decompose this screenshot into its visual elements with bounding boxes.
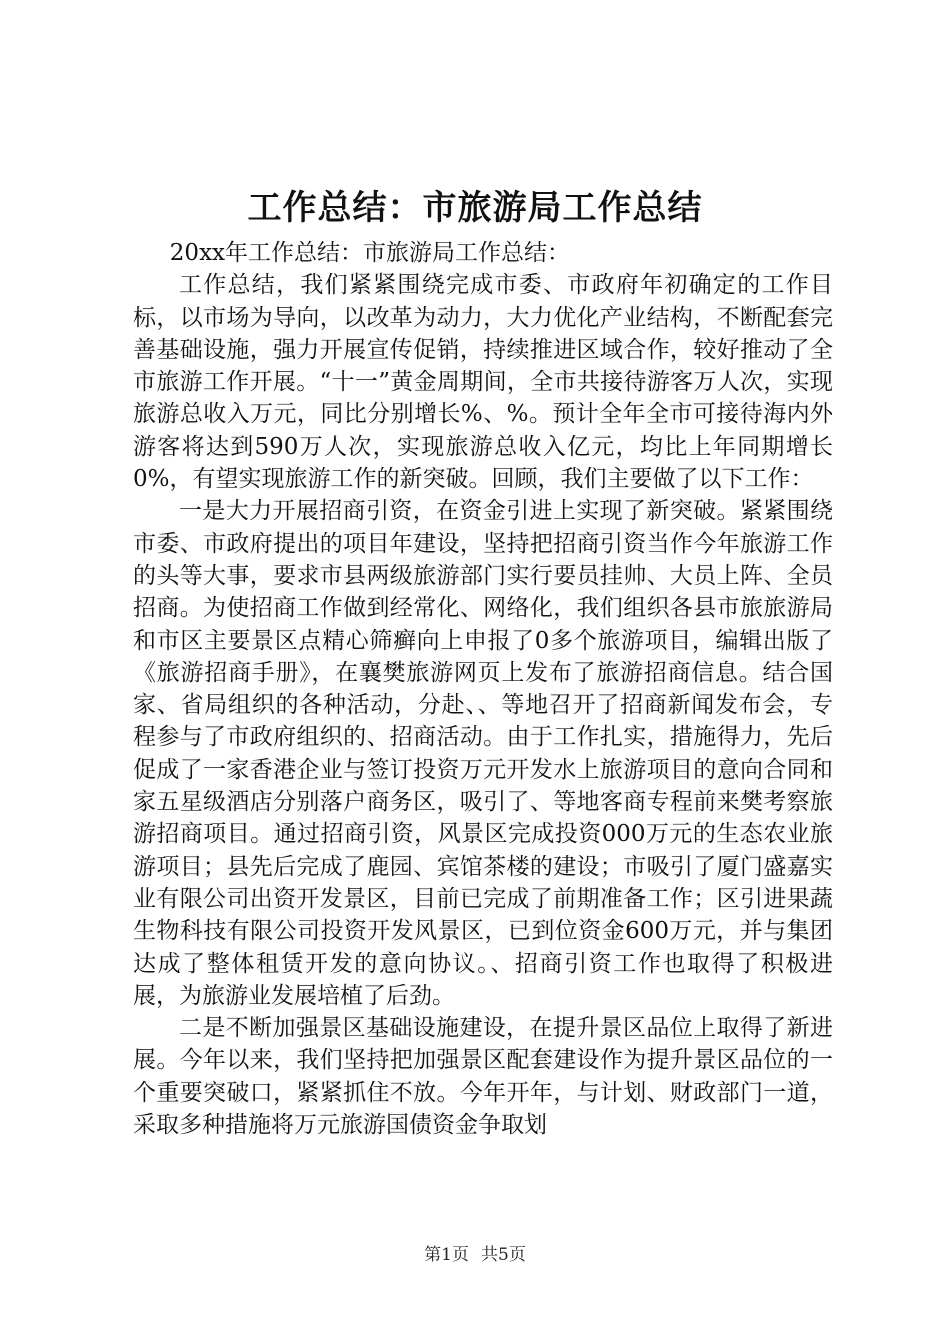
document-body	[133, 237, 833, 1141]
page-total: 共5页	[481, 1245, 526, 1265]
paragraph-investment: 一是大力开展招商引资，在资金引进上实现了新突破。紧紧围绕市委、市政府提出的项目年建设，坚持把招商引资当作今年旅游工作的头等大事，要求市县两级旅游部门实行要员挂帅、大员上阵、全员招商。为使招商工作做到经常化、网络化，我们组织各县市旅旅游局和市区主要景区点精心筛癣向上申报了0多个旅游项目，编辑出版了《旅游招商手册》，在襄樊旅游网页上发布了旅游招商信息。结合国家、省局组织的各种活动，分赴、、等地召开了招商新闻发布会，专程参与了市政府组织的、招商活动。由于工作扎实，措施得力，先后促成了一家香港企业与签订投资万元开发水上旅游项目的意向合同和家五星级酒店分别落户商务区，吸引了、等地客商专程前来樊考察旅游招商项目。通过招商引资，风景区完成投资000万元的生态农业旅游项目；县先后完成了鹿园、宾馆茶楼的建设；市吸引了厦门盛嘉实业有限公司出资开发景区，目前已完成了前期准备工作；区引进果蔬生物科技有限公司投资开发风景区，已到位资金600万元，并与集团达成了整体租赁开发的意向协议。、招商引资工作也取得了积极进展，为旅游业发展培植了后劲。	[133, 498, 833, 1009]
page-number: 第1页	[424, 1245, 469, 1265]
intro-line: 20xx年工作总结：市旅游局工作总结：	[169, 240, 571, 266]
page-footer	[0, 1243, 950, 1267]
paragraph-summary: 工作总结，我们紧紧围绕完成市委、市政府年初确定的工作目标，以市场为导向，以改革为动力，大力优化产业结构，不断配套完善基础设施，强力开展宣传促销，持续推进区域合作，较好推动了全市旅游工作开展。“十一”黄金周期间，全市共接待游客万人次，实现旅游总收入万元，同比分别增长%、%。预计全年全市可接待海内外游客将达到590万人次，实现旅游总收入亿元，均比上年同期增长0%，有望实现旅游工作的新突破。回顾，我们主要做了以下工作：	[133, 272, 833, 493]
paragraph-infrastructure: 二是不断加强景区基础设施建设，在提升景区品位上取得了新进展。今年以来，我们坚持把加强景区配套建设作为提升景区品位的一个重要突破口，紧紧抓住不放。今年开年，与计划、财政部门一道，采取多种措施将万元旅游国债资金争取划	[133, 1015, 833, 1139]
document-title: 工作总结：市旅游局工作总结	[247, 188, 703, 228]
